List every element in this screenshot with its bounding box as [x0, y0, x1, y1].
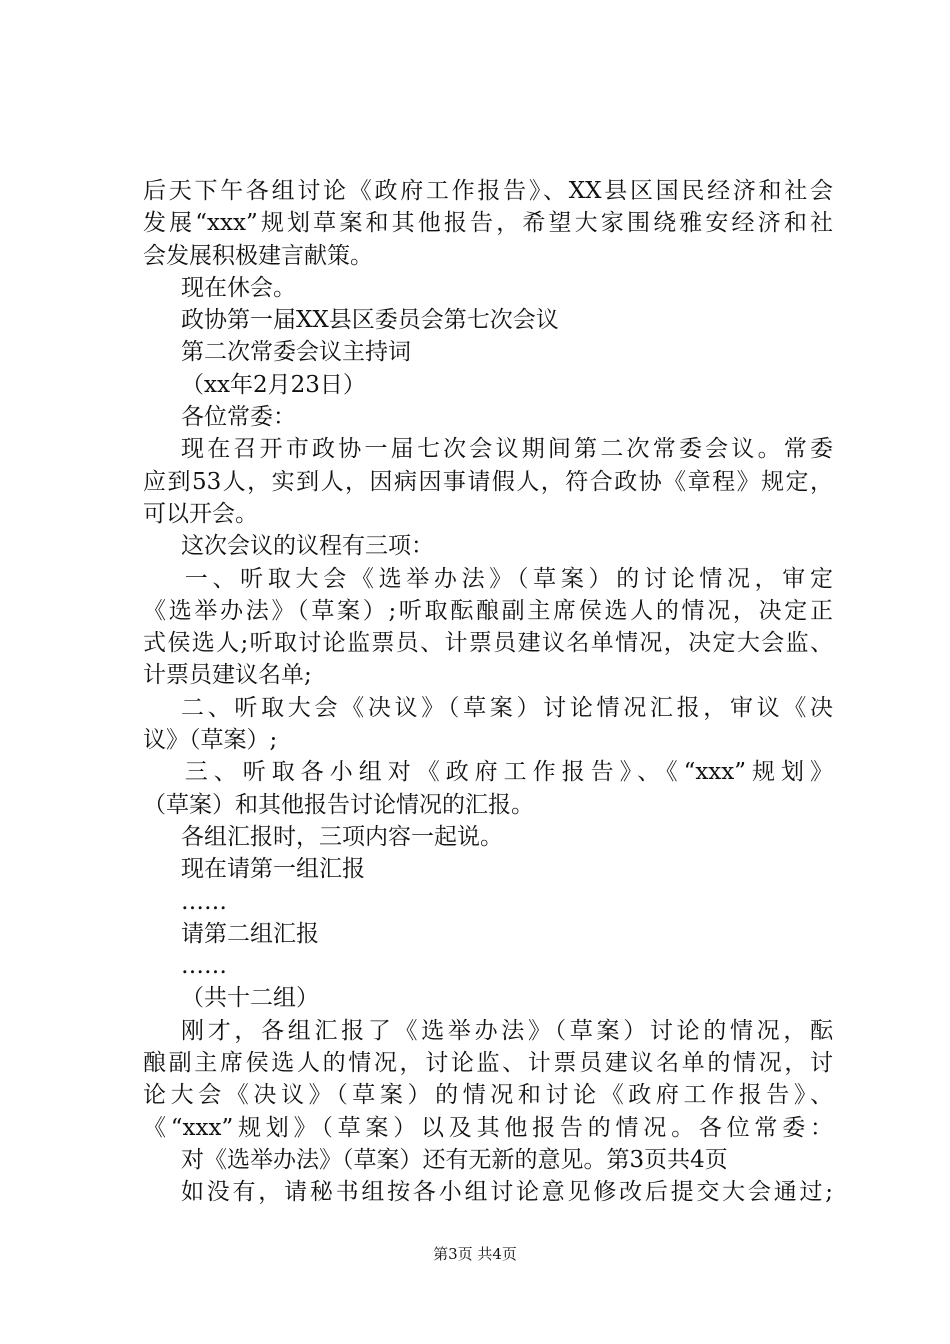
- text-line: 《选举办法》（草案）;听取酝酿副主席侯选人的情况，决定正: [143, 597, 833, 624]
- text-line: （xx年2月23日）: [181, 371, 366, 398]
- text-line: 二、听取大会《决议》（草案）讨论情况汇报，审议《决: [181, 694, 833, 721]
- text-line: 请第二组汇报: [181, 920, 319, 947]
- text-line: 可以开会。: [143, 500, 258, 527]
- text-line: 对《选举办法》（草案）还有无新的意见。第3页共4页: [181, 1146, 728, 1173]
- text-line: 三、听取各小组对《政府工作报告》、《“xxx”规划》: [184, 759, 833, 786]
- text-line: 这次会议的议程有三项：: [181, 533, 434, 560]
- text-line: 后天下午各组讨论《政府工作报告》、XX县区国民经济和社会: [143, 178, 833, 204]
- text-line: 一、听取大会《选举办法》（草案）的讨论情况，审定: [184, 565, 833, 592]
- text-line: 现在休会。: [181, 274, 296, 301]
- text-line: ……: [181, 953, 227, 980]
- text-line: 如没有，请秘书组按各小组讨论意见修改后提交大会通过;: [181, 1179, 833, 1206]
- text-line: 各组汇报时，三项内容一起说。: [181, 823, 503, 850]
- page-footer: 第3页 共4页: [433, 1245, 517, 1263]
- text-line: （共十二组）: [181, 985, 319, 1012]
- text-line: 现在召开市政协一届七次会议期间第二次常委会议。常委: [181, 436, 833, 463]
- text-line: 现在请第一组汇报: [181, 856, 365, 883]
- document-body: [143, 175, 833, 1209]
- text-line: （草案）和其他报告讨论情况的汇报。: [143, 791, 534, 818]
- text-line: 《“xxx”规划》（草案）以及其他报告的情况。各位常委：: [143, 1114, 833, 1141]
- text-line: 会发展积极建言献策。: [143, 242, 373, 269]
- text-line: 酿副主席侯选人的情况，讨论监、计票员建议名单的情况，讨: [143, 1050, 833, 1077]
- text-line: 应到53人，实到人，因病因事请假人，符合政协《章程》规定，: [143, 468, 833, 495]
- text-line: 各位常委：: [181, 404, 296, 431]
- text-line: 议》（草案）;: [143, 727, 278, 754]
- text-line: ……: [181, 888, 227, 915]
- text-line: 计票员建议名单;: [143, 662, 312, 689]
- text-line: 式侯选人;听取讨论监票员、计票员建议名单情况，决定大会监、: [143, 630, 833, 657]
- text-line: 发展“xxx”规划草案和其他报告，希望大家围绕雅安经济和社: [143, 210, 833, 237]
- text-line: 刚才，各组汇报了《选举办法》（草案）讨论的情况，酝: [181, 1017, 833, 1044]
- text-line: 政协第一届XX县区委员会第七次会议: [181, 307, 559, 334]
- text-line: 论大会《决议》（草案）的情况和讨论《政府工作报告》、: [143, 1082, 833, 1109]
- text-line: 第二次常委会议主持词: [181, 339, 411, 366]
